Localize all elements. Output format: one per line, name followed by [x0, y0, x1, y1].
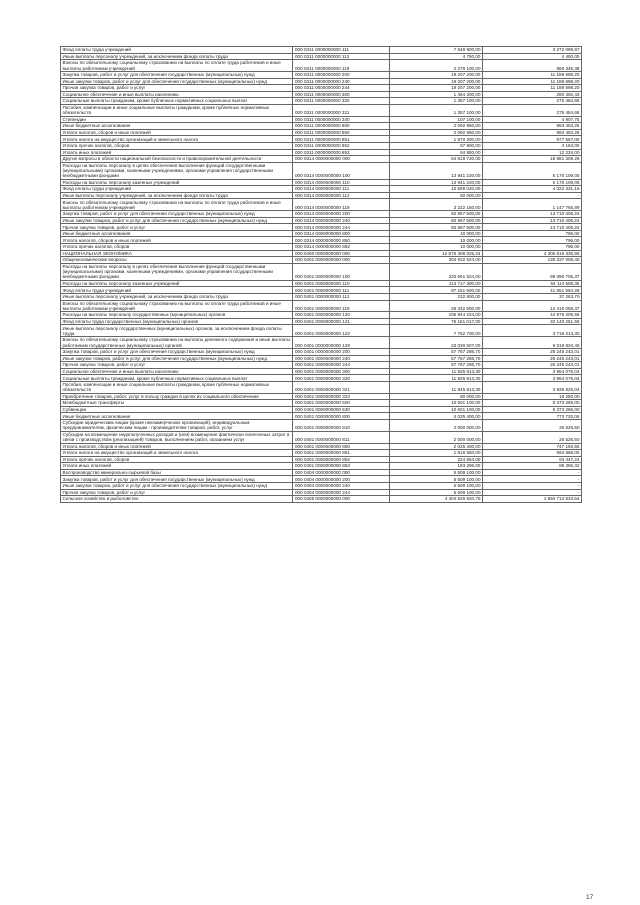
row-executed-cell: 275 484,68: [483, 98, 582, 105]
row-executed-cell: 3 272 099,97: [483, 47, 582, 54]
row-executed-cell: 11 189 698,20: [483, 85, 582, 92]
row-executed-cell: 5 170 109,05: [483, 162, 582, 179]
table-row: [61, 123, 582, 130]
row-name-cell: Иные закупки товаров, работ и услуг для обеспечения государственных (муниципальных) нужд: [61, 355, 293, 362]
table-row: [61, 293, 582, 300]
table-row: [61, 375, 582, 382]
row-code-cell: 000 0401 0000000000 119: [293, 300, 390, 312]
row-code-cell: 000 0314 0000000000 244: [293, 224, 390, 231]
row-plan-cell: 2 279 100,00: [390, 60, 483, 72]
row-code-cell: 000 0311 0000000000 244: [293, 85, 390, 92]
row-name-cell: Субсидии юридическим лицам (кроме некоммерческих организаций), индивидуальным предпринимателям, физическим лицам - производителям товаров, работ, услуг: [61, 419, 293, 431]
row-code-cell: 000 0401 0000000000 850: [293, 443, 390, 450]
row-name-cell: Иные выплаты персоналу государственных (муниципальных) органов, за исключением фонда оплаты труда: [61, 325, 293, 337]
row-name-cell: Иные выплаты персоналу учреждений, за исключением фонда оплаты труда: [61, 293, 293, 300]
table-row: [61, 400, 582, 407]
row-name-cell: Уплата налога на имущество организаций и земельного налога: [61, 136, 293, 143]
table-row: [61, 419, 582, 431]
row-name-cell: Уплата налогов, сборов и иных платежей: [61, 443, 293, 450]
table-row: [61, 199, 582, 211]
row-executed-cell: 26 245 243,01: [483, 362, 582, 369]
row-name-cell: Закупка товаров, работ и услуг для обеспечения государственных (муниципальных) нужд: [61, 71, 293, 78]
row-plan-cell: 1 618 550,00: [390, 450, 483, 457]
row-executed-cell: 4 907,75: [483, 116, 582, 123]
table-row: [61, 98, 582, 105]
row-name-cell: НАЦИОНАЛЬНАЯ ЭКОНОМИКА: [61, 250, 293, 257]
row-code-cell: 000 0401 0000000000 321: [293, 381, 390, 393]
row-plan-cell: 5 509 100,00: [390, 489, 483, 496]
row-executed-cell: 594 868,00: [483, 450, 582, 457]
row-name-cell: Расходы на выплаты персоналу казенных учреждений: [61, 280, 293, 287]
budget-table-sheet: [60, 46, 581, 503]
row-code-cell: 000 0405 0000000000 000: [293, 496, 390, 503]
row-plan-cell: 64 850,00: [390, 149, 483, 156]
row-name-cell: Иные бюджетные ассигнования: [61, 230, 293, 237]
table-row: [61, 450, 582, 457]
row-executed-cell: 3 954 075,04: [483, 368, 582, 375]
row-code-cell: 000 0404 0000000000 000: [293, 469, 390, 476]
table-row: [61, 489, 582, 496]
row-plan-cell: 1 357 100,00: [390, 104, 483, 116]
row-code-cell: 000 0311 0000000000 340: [293, 116, 390, 123]
row-executed-cell: 796,00: [483, 244, 582, 251]
row-plan-cell: 5 509 100,00: [390, 469, 483, 476]
table-row: [61, 456, 582, 463]
row-code-cell: 000 0311 0000000000 300: [293, 91, 390, 98]
row-code-cell: 000 0401 0000000000 200: [293, 349, 390, 356]
table-row: [61, 355, 582, 362]
row-executed-cell: 135 337 008,48: [483, 257, 582, 264]
row-plan-cell: 5 509 100,00: [390, 476, 483, 483]
row-code-cell: 000 0314 0000000000 200: [293, 211, 390, 218]
row-name-cell: Взносы по обязательному социальному страхованию на выплаты денежного содержания и иные выплаты работникам государственных (муниципальных) органов: [61, 337, 293, 349]
row-plan-cell: 19 207 200,00: [390, 71, 483, 78]
table-row: [61, 104, 582, 116]
row-executed-cell: 12 234,00: [483, 149, 582, 156]
row-name-cell: Расходы на выплаты персоналу казенных учреждений: [61, 179, 293, 186]
row-code-cell: 000 0311 0000000000 321: [293, 104, 390, 116]
row-plan-cell: 4 025 400,00: [390, 413, 483, 420]
row-executed-cell: 63 447,24: [483, 456, 582, 463]
row-name-cell: Уплата прочих налогов, сборов: [61, 456, 293, 463]
row-code-cell: 000 0404 0000000000 240: [293, 483, 390, 490]
row-plan-cell: 12 876 306 025,24: [390, 250, 483, 257]
row-name-cell: Иные закупки товаров, работ и услуг для обеспечения государственных (муниципальных) нужд: [61, 217, 293, 224]
row-plan-cell: 232 500,00: [390, 293, 483, 300]
row-code-cell: 000 0401 0000000000 122: [293, 325, 390, 337]
table-row: [61, 224, 582, 231]
row-code-cell: 000 0400 0000000000 000: [293, 250, 390, 257]
row-code-cell: 000 0401 0000000000 500: [293, 400, 390, 407]
row-plan-cell: 80 000,00: [390, 393, 483, 400]
row-name-cell: Расходы на выплаты персоналу в целях обеспечения выполнения функций государственными (муниципальными) органами, казенными учреждениями, органами управления государственными внебюджетными фондами: [61, 263, 293, 280]
row-executed-cell: 3 935 825,04: [483, 381, 582, 393]
row-name-cell: Прочая закупка товаров, работ и услуг: [61, 85, 293, 92]
table-row: [61, 116, 582, 123]
row-plan-cell: 5 509 100,00: [390, 483, 483, 490]
table-row: [61, 217, 582, 224]
table-row: [61, 149, 582, 156]
row-executed-cell: 13 710 406,24: [483, 224, 582, 231]
table-row: [61, 129, 582, 136]
row-code-cell: 000 0401 0000000000 530: [293, 406, 390, 413]
table-row: [61, 463, 582, 470]
row-code-cell: 000 0314 0000000000 852: [293, 244, 390, 251]
row-executed-cell: 3 716 213,30: [483, 325, 582, 337]
row-executed-cell: 993 463,26: [483, 129, 582, 136]
row-plan-cell: 13 941 220,00: [390, 179, 483, 186]
row-name-cell: Расходы на выплаты персоналу в целях обеспечения выполнения функций государственными (муниципальными) органами, казенными учреждениями, органами управления государственными внебюджетными фондами: [61, 162, 293, 179]
budget-table-body: [61, 47, 582, 503]
row-code-cell: 000 0314 0000000000 850: [293, 237, 390, 244]
row-code-cell: 000 0401 0000000000 323: [293, 393, 390, 400]
row-plan-cell: 1 464 200,00: [390, 91, 483, 98]
row-code-cell: 000 0401 0000000000 100: [293, 263, 390, 280]
row-code-cell: 000 0401 0000000000 810: [293, 419, 390, 431]
table-row: [61, 85, 582, 92]
row-executed-cell: 275 484,68: [483, 104, 582, 116]
row-plan-cell: 10 000,00: [390, 244, 483, 251]
table-row: [61, 186, 582, 193]
row-plan-cell: 2 092 950,00: [390, 129, 483, 136]
row-plan-cell: 220 661 524,00: [390, 263, 483, 280]
row-executed-cell: 977 567,00: [483, 136, 582, 143]
row-plan-cell: 2 025 400,00: [390, 443, 483, 450]
row-executed-cell: 280 392,43: [483, 91, 582, 98]
row-executed-cell: 1 694 712 633,64: [483, 496, 582, 503]
row-plan-cell: 7 752 700,00: [390, 325, 483, 337]
row-plan-cell: 57 767 286,70: [390, 362, 483, 369]
row-name-cell: Фонд оплаты труда государственных (муниципальных) органов: [61, 318, 293, 325]
row-plan-cell: 57 767 286,70: [390, 349, 483, 356]
row-executed-cell: 13 710 406,24: [483, 217, 582, 224]
row-code-cell: 000 0401 0000000000 811: [293, 431, 390, 443]
row-code-cell: 000 0401 0000000000 300: [293, 368, 390, 375]
row-executed-cell: 99 090 705,37: [483, 263, 582, 280]
row-name-cell: Социальные выплаты гражданам, кроме публичных нормативных социальных выплат: [61, 98, 293, 105]
row-executed-cell: 54 114 508,35: [483, 280, 582, 287]
row-code-cell: 000 0401 0000000000 121: [293, 318, 390, 325]
table-row: [61, 179, 582, 186]
row-plan-cell: 57 767 286,70: [390, 355, 483, 362]
table-row: [61, 60, 582, 72]
row-executed-cell: 32 140 261,58: [483, 318, 582, 325]
row-executed-cell: -: [483, 483, 582, 490]
row-executed-cell: 11 189 698,20: [483, 71, 582, 78]
row-plan-cell: 10 501 100,00: [390, 406, 483, 413]
row-plan-cell: 50 867 500,00: [390, 211, 483, 218]
row-plan-cell: 26 332 900,00: [390, 300, 483, 312]
row-executed-cell: 4 163,00: [483, 142, 582, 149]
page-number: 17: [586, 894, 594, 901]
table-row: [61, 443, 582, 450]
row-name-cell: Уплата иных платежей: [61, 463, 293, 470]
row-name-cell: Уплата прочих налогов, сборов: [61, 142, 293, 149]
row-executed-cell: 11 189 698,20: [483, 78, 582, 85]
row-plan-cell: 19 207 200,00: [390, 85, 483, 92]
row-executed-cell: 26 526,50: [483, 419, 582, 431]
row-code-cell: 000 0401 0000000000 000: [293, 257, 390, 264]
row-name-cell: Социальное обеспечение и иные выплаты населению: [61, 91, 293, 98]
row-code-cell: 000 0314 0000000000 100: [293, 162, 390, 179]
table-row: [61, 413, 582, 420]
row-plan-cell: 107 100,00: [390, 116, 483, 123]
row-code-cell: 000 0314 0000000000 800: [293, 230, 390, 237]
row-executed-cell: 26 526,50: [483, 431, 582, 443]
table-row: [61, 47, 582, 54]
table-row: [61, 230, 582, 237]
row-code-cell: 000 0311 0000000000 119: [293, 60, 390, 72]
row-code-cell: 000 0401 0000000000 320: [293, 375, 390, 382]
row-name-cell: Расходы на выплаты персоналу государственных (муниципальных) органов: [61, 312, 293, 319]
row-executed-cell: 866 345,38: [483, 60, 582, 72]
row-code-cell: 000 0314 0000000000 110: [293, 179, 390, 186]
row-name-cell: Прочая закупка товаров, работ и услуг: [61, 224, 293, 231]
row-code-cell: 000 0311 0000000000 800: [293, 123, 390, 130]
row-plan-cell: 76 161 017,00: [390, 318, 483, 325]
row-executed-cell: -: [483, 489, 582, 496]
row-plan-cell: 23 030 507,00: [390, 337, 483, 349]
table-row: [61, 162, 582, 179]
row-plan-cell: 2 000 000,00: [390, 419, 483, 431]
row-code-cell: 000 0311 0000000000 320: [293, 98, 390, 105]
row-plan-cell: 11 845 913,30: [390, 381, 483, 393]
row-code-cell: 000 0401 0000000000 852: [293, 456, 390, 463]
table-row: [61, 406, 582, 413]
row-plan-cell: 19 207 200,00: [390, 78, 483, 85]
table-row: [61, 192, 582, 199]
table-row: [61, 300, 582, 312]
row-name-cell: Социальные выплаты гражданам, кроме публичных нормативных социальных выплат: [61, 375, 293, 382]
row-plan-cell: 10 000,00: [390, 230, 483, 237]
row-plan-cell: 11 825 913,30: [390, 375, 483, 382]
row-plan-cell: 304 932 524,00: [390, 257, 483, 264]
row-executed-cell: 44 976 309,56: [483, 312, 582, 319]
table-row: [61, 156, 582, 163]
row-executed-cell: -: [483, 192, 582, 199]
row-plan-cell: 183 296,00: [390, 463, 483, 470]
row-code-cell: 000 0311 0000000000 240: [293, 78, 390, 85]
row-plan-cell: 50 867 500,00: [390, 224, 483, 231]
table-row: [61, 431, 582, 443]
table-row: [61, 287, 582, 294]
row-name-cell: Прочая закупка товаров, работ и услуг: [61, 489, 293, 496]
row-plan-cell: 87 151 900,00: [390, 287, 483, 294]
table-row: [61, 362, 582, 369]
row-plan-cell: 4 750,00: [390, 53, 483, 60]
row-plan-cell: 13 941 220,00: [390, 162, 483, 179]
row-code-cell: 000 0314 0000000000 000: [293, 156, 390, 163]
row-code-cell: 000 0311 0000000000 851: [293, 136, 390, 143]
table-row: [61, 237, 582, 244]
table-row: [61, 496, 582, 503]
row-name-cell: Сельское хозяйство и рыболовство: [61, 496, 293, 503]
row-executed-cell: 13 710 406,24: [483, 211, 582, 218]
row-name-cell: Уплата прочих налогов, сборов: [61, 244, 293, 251]
table-row: [61, 280, 582, 287]
table-row: [61, 136, 582, 143]
table-row: [61, 483, 582, 490]
table-row: [61, 318, 582, 325]
row-code-cell: 000 0314 0000000000 240: [293, 217, 390, 224]
table-row: [61, 53, 582, 60]
table-row: [61, 337, 582, 349]
row-name-cell: Межбюджетные трансферты: [61, 400, 293, 407]
row-executed-cell: 796,00: [483, 237, 582, 244]
row-executed-cell: 41 651 994,28: [483, 287, 582, 294]
row-code-cell: 000 0401 0000000000 853: [293, 463, 390, 470]
row-plan-cell: 2 000 000,00: [390, 431, 483, 443]
row-plan-cell: 10 669 020,00: [390, 186, 483, 193]
table-row: [61, 368, 582, 375]
row-plan-cell: 50 867 500,00: [390, 217, 483, 224]
budget-table: [60, 46, 582, 503]
row-executed-cell: 26 245 243,01: [483, 355, 582, 362]
row-code-cell: 000 0401 0000000000 800: [293, 413, 390, 420]
row-name-cell: Пособия, компенсации и иные социальные выплаты гражданам, кроме публичных нормативных обязательств: [61, 381, 293, 393]
row-plan-cell: 7 548 900,00: [390, 47, 483, 54]
row-executed-cell: 747 193,56: [483, 443, 582, 450]
row-name-cell: Пособия, компенсации и иные социальные выплаты гражданам, кроме публичных нормативных обязательств: [61, 104, 293, 116]
row-name-cell: Социальное обеспечение и иные выплаты населению: [61, 368, 293, 375]
row-plan-cell: 113 717 300,00: [390, 280, 483, 287]
row-code-cell: 000 0401 0000000000 244: [293, 362, 390, 369]
row-name-cell: Фонд оплаты труда учреждений: [61, 287, 293, 294]
row-plan-cell: 57 900,00: [390, 142, 483, 149]
row-name-cell: Общеэкономические вопросы: [61, 257, 293, 264]
row-name-cell: Уплата иных платежей: [61, 149, 293, 156]
table-row: [61, 393, 582, 400]
row-executed-cell: 4 305 616 335,96: [483, 250, 582, 257]
row-name-cell: Иные выплаты персоналу учреждений, за исключением фонда оплаты труда: [61, 53, 293, 60]
row-code-cell: 000 0401 0000000000 851: [293, 450, 390, 457]
table-row: [61, 312, 582, 319]
row-executed-cell: 3 954 075,04: [483, 375, 582, 382]
row-plan-cell: 2 092 950,00: [390, 123, 483, 130]
row-name-cell: Другие вопросы в области национальной безопасности и правоохранительной деятельности: [61, 156, 293, 163]
row-name-cell: Субвенции: [61, 406, 293, 413]
table-row: [61, 250, 582, 257]
row-code-cell: 000 0311 0000000000 852: [293, 142, 390, 149]
row-code-cell: 000 0401 0000000000 110: [293, 280, 390, 287]
row-name-cell: Закупка товаров, работ и услуг для обеспечения государственных (муниципальных) нужд: [61, 349, 293, 356]
row-executed-cell: 5 373 265,00: [483, 406, 582, 413]
row-executed-cell: 993 463,26: [483, 123, 582, 130]
row-executed-cell: 796,00: [483, 230, 582, 237]
table-row: [61, 476, 582, 483]
table-row: [61, 244, 582, 251]
row-plan-cell: 10 501 100,00: [390, 400, 483, 407]
table-row: [61, 78, 582, 85]
row-code-cell: 000 0401 0000000000 111: [293, 287, 390, 294]
row-executed-cell: 4 022 331,16: [483, 186, 582, 193]
row-name-cell: Взносы по обязательному социальному страхованию на выплаты по оплате труда работников и иные выплаты работникам учреждений: [61, 300, 293, 312]
row-plan-cell: 10 000,00: [390, 237, 483, 244]
row-executed-cell: 26 245 243,01: [483, 349, 582, 356]
row-plan-cell: 64 819 720,00: [390, 156, 483, 163]
row-code-cell: 000 0404 0000000000 200: [293, 476, 390, 483]
table-row: [61, 71, 582, 78]
table-row: [61, 257, 582, 264]
row-code-cell: 000 0401 0000000000 129: [293, 337, 390, 349]
row-executed-cell: 18 881 309,29: [483, 156, 582, 163]
row-code-cell: 000 0401 0000000000 240: [293, 355, 390, 362]
row-plan-cell: 106 944 224,00: [390, 312, 483, 319]
row-code-cell: 000 0401 0000000000 120: [293, 312, 390, 319]
row-plan-cell: 4 404 526 820,76: [390, 496, 483, 503]
row-executed-cell: 37 263,70: [483, 293, 582, 300]
row-name-cell: Уплата налогов, сборов и иных платежей: [61, 237, 293, 244]
row-code-cell: 000 0311 0000000000 200: [293, 71, 390, 78]
row-plan-cell: 1 357 100,00: [390, 98, 483, 105]
row-name-cell: Закупка товаров, работ и услуг для обеспечения государственных (муниципальных) нужд: [61, 211, 293, 218]
table-row: [61, 325, 582, 337]
row-name-cell: Уплата налога на имущество организаций и земельного налога: [61, 450, 293, 457]
row-code-cell: 000 0314 0000000000 111: [293, 186, 390, 193]
row-name-cell: Взносы по обязательному социальному страхованию на выплаты по оплате труда работников и иные выплаты работникам учреждений: [61, 60, 293, 72]
row-executed-cell: -: [483, 476, 582, 483]
row-name-cell: Приобретение товаров, работ, услуг в пользу граждан в целях их социального обеспечения: [61, 393, 293, 400]
row-code-cell: 000 0311 0000000000 111: [293, 47, 390, 54]
row-name-cell: Субсидии на возмещение недополученных доходов и (или) возмещение фактически понесенных затрат в связи с производством (реализацией) товаров, выполнением работ, оказанием услуг: [61, 431, 293, 443]
row-name-cell: Воспроизводство минерально-сырьевой базы: [61, 469, 293, 476]
row-code-cell: 000 0314 0000000000 119: [293, 199, 390, 211]
row-plan-cell: 3 222 160,00: [390, 199, 483, 211]
table-row: [61, 91, 582, 98]
row-name-cell: Иные закупки товаров, работ и услуг для обеспечения государственных (муниципальных) нужд: [61, 483, 293, 490]
row-code-cell: 000 0311 0000000000 853: [293, 149, 390, 156]
table-row: [61, 142, 582, 149]
row-name-cell: Иные закупки товаров, работ и услуг для обеспечения государственных (муниципальных) нужд: [61, 78, 293, 85]
row-name-cell: Фонд оплаты труда учреждений: [61, 186, 293, 193]
row-name-cell: Иные бюджетные ассигнования: [61, 413, 293, 420]
row-name-cell: Иные бюджетные ассигнования: [61, 123, 293, 130]
row-executed-cell: 5 170 109,05: [483, 179, 582, 186]
row-executed-cell: 12 415 058,37: [483, 300, 582, 312]
row-executed-cell: 1 147 765,89: [483, 199, 582, 211]
row-name-cell: Стипендии: [61, 116, 293, 123]
row-name-cell: Взносы по обязательному социальному страхованию на выплаты по оплате труда работников и иные выплаты работникам учреждений: [61, 199, 293, 211]
row-executed-cell: 88 365,32: [483, 463, 582, 470]
table-row: [61, 263, 582, 280]
row-executed-cell: 5 373 265,00: [483, 400, 582, 407]
row-plan-cell: 224 554,00: [390, 456, 483, 463]
row-code-cell: 000 0401 0000000000 112: [293, 293, 390, 300]
row-name-cell: Прочая закупка товаров, работ и услуг: [61, 362, 293, 369]
row-code-cell: 000 0311 0000000000 850: [293, 129, 390, 136]
table-row: [61, 381, 582, 393]
row-name-cell: Фонд оплаты труда учреждений: [61, 47, 293, 54]
row-name-cell: Закупка товаров, работ и услуг для обеспечения государственных (муниципальных) нужд: [61, 476, 293, 483]
table-row: [61, 211, 582, 218]
row-executed-cell: 18 250,00: [483, 393, 582, 400]
row-code-cell: 000 0404 0000000000 244: [293, 489, 390, 496]
row-executed-cell: 4 450,00: [483, 53, 582, 60]
row-executed-cell: 9 019 834,45: [483, 337, 582, 349]
row-executed-cell: 773 720,06: [483, 413, 582, 420]
table-row: [61, 469, 582, 476]
table-row: [61, 349, 582, 356]
row-plan-cell: 11 825 913,30: [390, 368, 483, 375]
row-name-cell: Иные выплаты персоналу учреждений, за исключением фонда оплаты труда: [61, 192, 293, 199]
row-code-cell: 000 0311 0000000000 112: [293, 53, 390, 60]
row-plan-cell: 1 970 200,00: [390, 136, 483, 143]
row-name-cell: Уплата налогов, сборов и иных платежей: [61, 129, 293, 136]
row-code-cell: 000 0314 0000000000 112: [293, 192, 390, 199]
row-plan-cell: 50 000,00: [390, 192, 483, 199]
row-executed-cell: -: [483, 469, 582, 476]
